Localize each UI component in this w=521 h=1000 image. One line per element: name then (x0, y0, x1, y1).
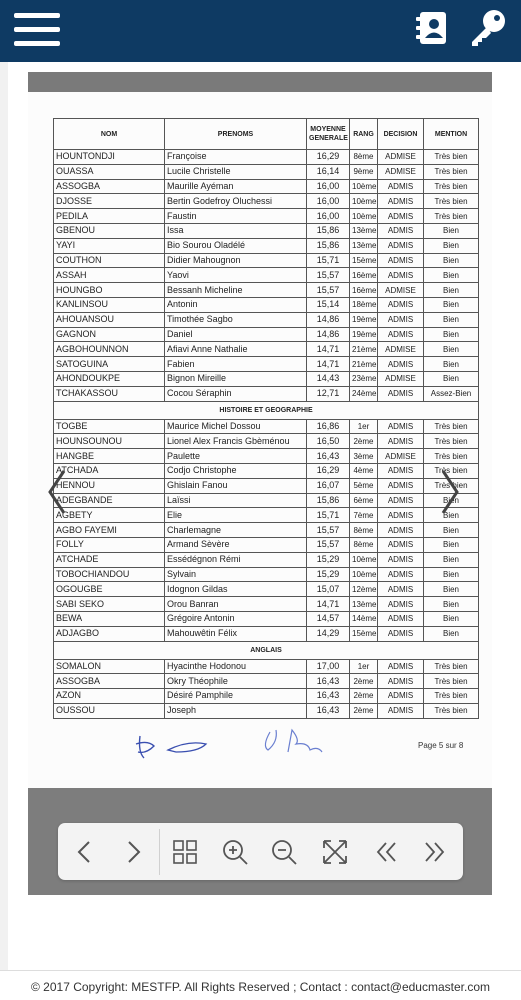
grid-icon[interactable] (166, 833, 204, 871)
cell-rang: 5ème (350, 478, 378, 493)
table-row (54, 150, 479, 165)
cell-nom: ADJAGBO (54, 626, 165, 641)
cell-nom: TCHAKASSOU (54, 386, 165, 401)
cell-nom: AGBO FAYEMI (54, 523, 165, 538)
table-row (54, 478, 479, 493)
document-viewer (28, 72, 492, 895)
cell-mention: Bien (424, 567, 479, 582)
cell-mention: Très bien (424, 179, 479, 194)
cell-decision: ADMIS (378, 419, 424, 434)
cell-decision: ADMIS (378, 523, 424, 538)
cell-decision: ADMIS (378, 434, 424, 449)
table-row (54, 659, 479, 674)
cell-prenoms: Orou Banran (165, 597, 307, 612)
cell-moyenne: 16,43 (307, 703, 350, 718)
cell-prenoms: Mahouwêtin Félix (165, 626, 307, 641)
cell-prenoms: Essédégnon Rémi (165, 552, 307, 567)
footer-copyright: © 2017 Copyright: MESTFP. All Rights Reserved ; Contact : contact@educmaster.com (31, 980, 490, 994)
cell-prenoms: Timothée Sagbo (165, 312, 307, 327)
cell-decision: ADMIS (378, 327, 424, 342)
cell-nom: OUSSOU (54, 703, 165, 718)
cell-decision: ADMIS (378, 659, 424, 674)
cell-mention: Très bien (424, 434, 479, 449)
cell-moyenne: 16,86 (307, 419, 350, 434)
cell-prenoms: Codjo Christophe (165, 463, 307, 478)
cell-rang: 19ème (350, 327, 378, 342)
cell-rang: 19ème (350, 312, 378, 327)
cell-mention: Bien (424, 357, 479, 372)
top-app-bar (0, 0, 521, 62)
table-row (54, 463, 479, 478)
cell-nom: ADEGBANDE (54, 493, 165, 508)
cell-rang: 10ème (350, 194, 378, 209)
cell-moyenne: 17,00 (307, 659, 350, 674)
cell-prenoms: Yaovi (165, 268, 307, 283)
cell-mention: Très bien (424, 463, 479, 478)
cell-mention: Bien (424, 327, 479, 342)
cell-moyenne: 15,07 (307, 582, 350, 597)
cell-nom: YAYI (54, 238, 165, 253)
cell-rang: 1er (350, 659, 378, 674)
cell-mention: Bien (424, 268, 479, 283)
cell-moyenne: 14,71 (307, 357, 350, 372)
page-number: Page 5 sur 8 (418, 741, 464, 750)
cell-mention: Bien (424, 537, 479, 552)
cell-nom: ATCHADA (54, 463, 165, 478)
cell-moyenne: 16,29 (307, 463, 350, 478)
cell-mention: Très bien (424, 194, 479, 209)
cell-moyenne: 14,57 (307, 611, 350, 626)
cell-prenoms: Paulette (165, 449, 307, 464)
cell-rang: 3ème (350, 449, 378, 464)
cell-moyenne: 14,71 (307, 342, 350, 357)
cell-nom: HOUNTONDJI (54, 150, 165, 165)
cell-rang: 23ème (350, 371, 378, 386)
footer-divider (0, 970, 521, 971)
cell-rang: 21ème (350, 357, 378, 372)
cell-prenoms: Maurille Ayéman (165, 179, 307, 194)
cell-nom: AZON (54, 689, 165, 704)
cell-decision: ADMIS (378, 238, 424, 253)
cell-nom: ASSOGBA (54, 179, 165, 194)
table-row (54, 312, 479, 327)
cell-mention: Très bien (424, 659, 479, 674)
table-row (54, 164, 479, 179)
table-row (54, 552, 479, 567)
page-next-arrow-icon[interactable] (439, 467, 461, 517)
cell-nom: AHONDOUKPE (54, 371, 165, 386)
cell-prenoms: Okry Théophile (165, 674, 307, 689)
cell-decision: ADMIS (378, 253, 424, 268)
table-row (54, 703, 479, 718)
cell-moyenne: 14,86 (307, 312, 350, 327)
cell-mention: Très bien (424, 209, 479, 224)
cell-decision: ADMIS (378, 297, 424, 312)
cell-decision: ADMISE (378, 449, 424, 464)
cell-prenoms: Bio Sourou Oladélé (165, 238, 307, 253)
header-nom: NOM (54, 119, 165, 150)
table-row (54, 611, 479, 626)
cell-moyenne: 15,14 (307, 297, 350, 312)
cell-mention: Bien (424, 611, 479, 626)
cell-nom: OUASSA (54, 164, 165, 179)
cell-mention: Bien (424, 626, 479, 641)
cell-rang: 8ème (350, 523, 378, 538)
cell-moyenne: 16,29 (307, 150, 350, 165)
cell-decision: ADMIS (378, 611, 424, 626)
cell-mention: Très bien (424, 419, 479, 434)
cell-mention: Très bien (424, 689, 479, 704)
cell-decision: ADMISE (378, 371, 424, 386)
table-row (54, 283, 479, 298)
cell-moyenne: 15,57 (307, 268, 350, 283)
table-row (54, 297, 479, 312)
cell-mention: Bien (424, 582, 479, 597)
header-prenoms: PRENOMS (165, 119, 307, 150)
cell-decision: ADMIS (378, 537, 424, 552)
cell-nom: ASSAH (54, 268, 165, 283)
cell-prenoms: Daniel (165, 327, 307, 342)
cell-prenoms: Armand Sèvère (165, 537, 307, 552)
cell-decision: ADMIS (378, 703, 424, 718)
double-chevron-left-icon[interactable] (367, 833, 405, 871)
cell-moyenne: 16,00 (307, 209, 350, 224)
cell-moyenne: 16,07 (307, 478, 350, 493)
cell-rang: 18ème (350, 297, 378, 312)
cell-mention: Très bien (424, 478, 479, 493)
cell-nom: AGBETY (54, 508, 165, 523)
cell-moyenne: 14,86 (307, 327, 350, 342)
cell-decision: ADMISE (378, 150, 424, 165)
viewer-top-bar (28, 72, 492, 92)
cell-mention: Très bien (424, 150, 479, 165)
sidebar-edge (0, 62, 8, 970)
cell-decision: ADMIS (378, 552, 424, 567)
cell-mention: Assez-Bien (424, 386, 479, 401)
table-row (54, 386, 479, 401)
table-row (54, 689, 479, 704)
cell-rang: 2ème (350, 674, 378, 689)
cell-rang: 6ème (350, 493, 378, 508)
cell-decision: ADMIS (378, 626, 424, 641)
table-row (54, 194, 479, 209)
cell-nom: COUTHON (54, 253, 165, 268)
cell-decision: ADMIS (378, 689, 424, 704)
cell-mention: Très bien (424, 449, 479, 464)
cell-rang: 1er (350, 419, 378, 434)
cell-nom: HOUNSOUNOU (54, 434, 165, 449)
zoom-out-icon[interactable] (265, 833, 303, 871)
table-row (54, 371, 479, 386)
cell-moyenne: 15,57 (307, 523, 350, 538)
header-decision: DECISION (378, 119, 424, 150)
key-icon[interactable] (468, 8, 508, 48)
cell-rang: 4ème (350, 463, 378, 478)
cell-decision: ADMISE (378, 164, 424, 179)
cell-rang: 13ème (350, 238, 378, 253)
cell-nom: DJOSSE (54, 194, 165, 209)
cell-prenoms: Cocou Séraphin (165, 386, 307, 401)
cell-mention: Bien (424, 312, 479, 327)
header-moyenne: MOYENNE GENERALE (307, 119, 350, 150)
cell-rang: 8ème (350, 537, 378, 552)
cell-mention: Bien (424, 597, 479, 612)
cell-mention: Bien (424, 508, 479, 523)
cell-nom: AHOUANSOU (54, 312, 165, 327)
cell-rang: 21ème (350, 342, 378, 357)
page-prev-arrow-icon[interactable] (46, 467, 68, 517)
cell-rang: 10ème (350, 552, 378, 567)
cell-mention: Bien (424, 371, 479, 386)
cell-nom: OGOUGBE (54, 582, 165, 597)
chevron-right-icon[interactable] (114, 833, 152, 871)
cell-decision: ADMIS (378, 209, 424, 224)
cell-moyenne: 15,71 (307, 253, 350, 268)
cell-moyenne: 14,71 (307, 597, 350, 612)
cell-nom: TOGBE (54, 419, 165, 434)
cell-mention: Bien (424, 552, 479, 567)
cell-rang: 2ème (350, 434, 378, 449)
cell-mention: Bien (424, 223, 479, 238)
table-row (54, 268, 479, 283)
table-row (54, 179, 479, 194)
section-row (54, 641, 479, 659)
cell-decision: ADMIS (378, 223, 424, 238)
table-row (54, 357, 479, 372)
cell-nom: HANGBE (54, 449, 165, 464)
cell-rang: 13ème (350, 597, 378, 612)
cell-prenoms: Antonin (165, 297, 307, 312)
table-row (54, 449, 479, 464)
cell-nom: PEDILA (54, 209, 165, 224)
cell-prenoms: Laïssi (165, 493, 307, 508)
cell-decision: ADMIS (378, 478, 424, 493)
header-rang: RANG (350, 119, 378, 150)
cell-prenoms: Fabien (165, 357, 307, 372)
cell-mention: Bien (424, 253, 479, 268)
table-row (54, 342, 479, 357)
cell-decision: ADMIS (378, 386, 424, 401)
cell-mention: Bien (424, 297, 479, 312)
cell-decision: ADMIS (378, 567, 424, 582)
cell-moyenne: 16,43 (307, 449, 350, 464)
cell-nom: BEWA (54, 611, 165, 626)
cell-moyenne: 15,29 (307, 567, 350, 582)
cell-moyenne: 16,00 (307, 179, 350, 194)
cell-prenoms: Bessanh Micheline (165, 283, 307, 298)
zoom-in-icon[interactable] (216, 833, 254, 871)
cell-nom: GAGNON (54, 327, 165, 342)
cell-prenoms: Joseph (165, 703, 307, 718)
cell-prenoms: Bertin Godefroy Oluchessi (165, 194, 307, 209)
cell-mention: Très bien (424, 164, 479, 179)
section-title: ANGLAIS (54, 641, 479, 659)
cell-moyenne: 16,43 (307, 674, 350, 689)
double-chevron-right-icon[interactable] (416, 833, 454, 871)
cell-moyenne: 12,71 (307, 386, 350, 401)
cell-prenoms: Afiavi Anne Nathalie (165, 342, 307, 357)
cell-decision: ADMIS (378, 463, 424, 478)
cell-decision: ADMIS (378, 268, 424, 283)
cell-nom: ASSOGBA (54, 674, 165, 689)
cell-moyenne: 16,43 (307, 689, 350, 704)
cell-moyenne: 16,50 (307, 434, 350, 449)
cell-rang: 10ème (350, 179, 378, 194)
cell-rang: 12ème (350, 582, 378, 597)
document-page (28, 92, 492, 788)
section-title: HISTOIRE ET GEOGRAPHIE (54, 401, 479, 419)
cell-rang: 10ème (350, 209, 378, 224)
table-row (54, 567, 479, 582)
cell-prenoms: Idognon Gildas (165, 582, 307, 597)
cell-mention: Bien (424, 283, 479, 298)
cell-moyenne: 15,86 (307, 238, 350, 253)
table-row (54, 238, 479, 253)
cell-rang: 13ème (350, 223, 378, 238)
chevron-left-icon[interactable] (66, 833, 104, 871)
cell-nom: ATCHADE (54, 552, 165, 567)
cell-decision: ADMIS (378, 674, 424, 689)
cell-prenoms: Didier Mahougnon (165, 253, 307, 268)
table-row (54, 419, 479, 434)
header-mention: MENTION (424, 119, 479, 150)
cell-rang: 14ème (350, 611, 378, 626)
cell-rang: 24ème (350, 386, 378, 401)
table-header-row (54, 119, 479, 150)
section-row (54, 401, 479, 419)
cell-rang: 2ème (350, 689, 378, 704)
cell-nom: TOBOCHIANDOU (54, 567, 165, 582)
cell-nom: FOLLY (54, 537, 165, 552)
cell-prenoms: Lucile Christelle (165, 164, 307, 179)
cell-prenoms: Désiré Pamphile (165, 689, 307, 704)
cell-nom: AGBOHOUNNON (54, 342, 165, 357)
cell-mention: Très bien (424, 674, 479, 689)
table-row (54, 626, 479, 641)
cell-rang: 9ème (350, 164, 378, 179)
cell-decision: ADMIS (378, 194, 424, 209)
table-row (54, 523, 479, 538)
cell-decision: ADMISE (378, 342, 424, 357)
cell-moyenne: 14,29 (307, 626, 350, 641)
cell-nom: HOUNGBO (54, 283, 165, 298)
cell-prenoms: Lionel Alex Francis Gbèménou (165, 434, 307, 449)
cell-decision: ADMIS (378, 597, 424, 612)
cell-moyenne: 15,71 (307, 508, 350, 523)
cell-prenoms: Ghislain Fanou (165, 478, 307, 493)
table-row (54, 537, 479, 552)
cell-nom: SATOGUINA (54, 357, 165, 372)
hamburger-menu-icon[interactable] (14, 9, 60, 51)
cell-prenoms: Charlemagne (165, 523, 307, 538)
cell-decision: ADMIS (378, 357, 424, 372)
cell-rang: 15ème (350, 253, 378, 268)
table-row (54, 674, 479, 689)
cell-nom: SOMALON (54, 659, 165, 674)
cell-nom: GBENOU (54, 223, 165, 238)
table-row (54, 508, 479, 523)
cell-nom: HENNOU (54, 478, 165, 493)
cell-moyenne: 16,00 (307, 194, 350, 209)
cell-nom: KANLINSOU (54, 297, 165, 312)
cell-rang: 2ème (350, 703, 378, 718)
cell-rang: 7ème (350, 508, 378, 523)
signatures (128, 722, 348, 766)
cell-moyenne: 15,57 (307, 537, 350, 552)
cell-moyenne: 15,29 (307, 552, 350, 567)
cell-rang: 15ème (350, 626, 378, 641)
cell-prenoms: Issa (165, 223, 307, 238)
table-row (54, 327, 479, 342)
cell-mention: Bien (424, 523, 479, 538)
cell-decision: ADMIS (378, 312, 424, 327)
cell-rang: 10ème (350, 567, 378, 582)
cell-decision: ADMIS (378, 582, 424, 597)
table-row (54, 434, 479, 449)
results-table (53, 118, 479, 719)
cell-rang: 16ème (350, 268, 378, 283)
cell-rang: 8ème (350, 150, 378, 165)
cell-prenoms: Bignon Mireille (165, 371, 307, 386)
cell-moyenne: 16,14 (307, 164, 350, 179)
table-row (54, 493, 479, 508)
cell-moyenne: 14,43 (307, 371, 350, 386)
cell-moyenne: 15,86 (307, 223, 350, 238)
cell-decision: ADMIS (378, 493, 424, 508)
cell-nom: SABI SEKO (54, 597, 165, 612)
cell-prenoms: Grégoire Antonin (165, 611, 307, 626)
fullscreen-icon[interactable] (316, 833, 354, 871)
cell-moyenne: 15,86 (307, 493, 350, 508)
table-row (54, 597, 479, 612)
address-book-icon[interactable] (416, 10, 452, 46)
viewer-toolbar (58, 823, 463, 880)
cell-decision: ADMISE (378, 283, 424, 298)
cell-decision: ADMIS (378, 508, 424, 523)
cell-prenoms: Françoise (165, 150, 307, 165)
cell-prenoms: Hyacinthe Hodonou (165, 659, 307, 674)
cell-moyenne: 15,57 (307, 283, 350, 298)
cell-prenoms: Faustin (165, 209, 307, 224)
cell-mention: Bien (424, 238, 479, 253)
table-row (54, 209, 479, 224)
cell-mention: Bien (424, 493, 479, 508)
cell-decision: ADMIS (378, 179, 424, 194)
toolbar-divider (159, 829, 160, 875)
cell-prenoms: Sylvain (165, 567, 307, 582)
table-row (54, 253, 479, 268)
cell-mention: Très bien (424, 703, 479, 718)
cell-rang: 16ème (350, 283, 378, 298)
table-row (54, 582, 479, 597)
cell-prenoms: Elie (165, 508, 307, 523)
cell-prenoms: Maurice Michel Dossou (165, 419, 307, 434)
cell-mention: Bien (424, 342, 479, 357)
table-row (54, 223, 479, 238)
